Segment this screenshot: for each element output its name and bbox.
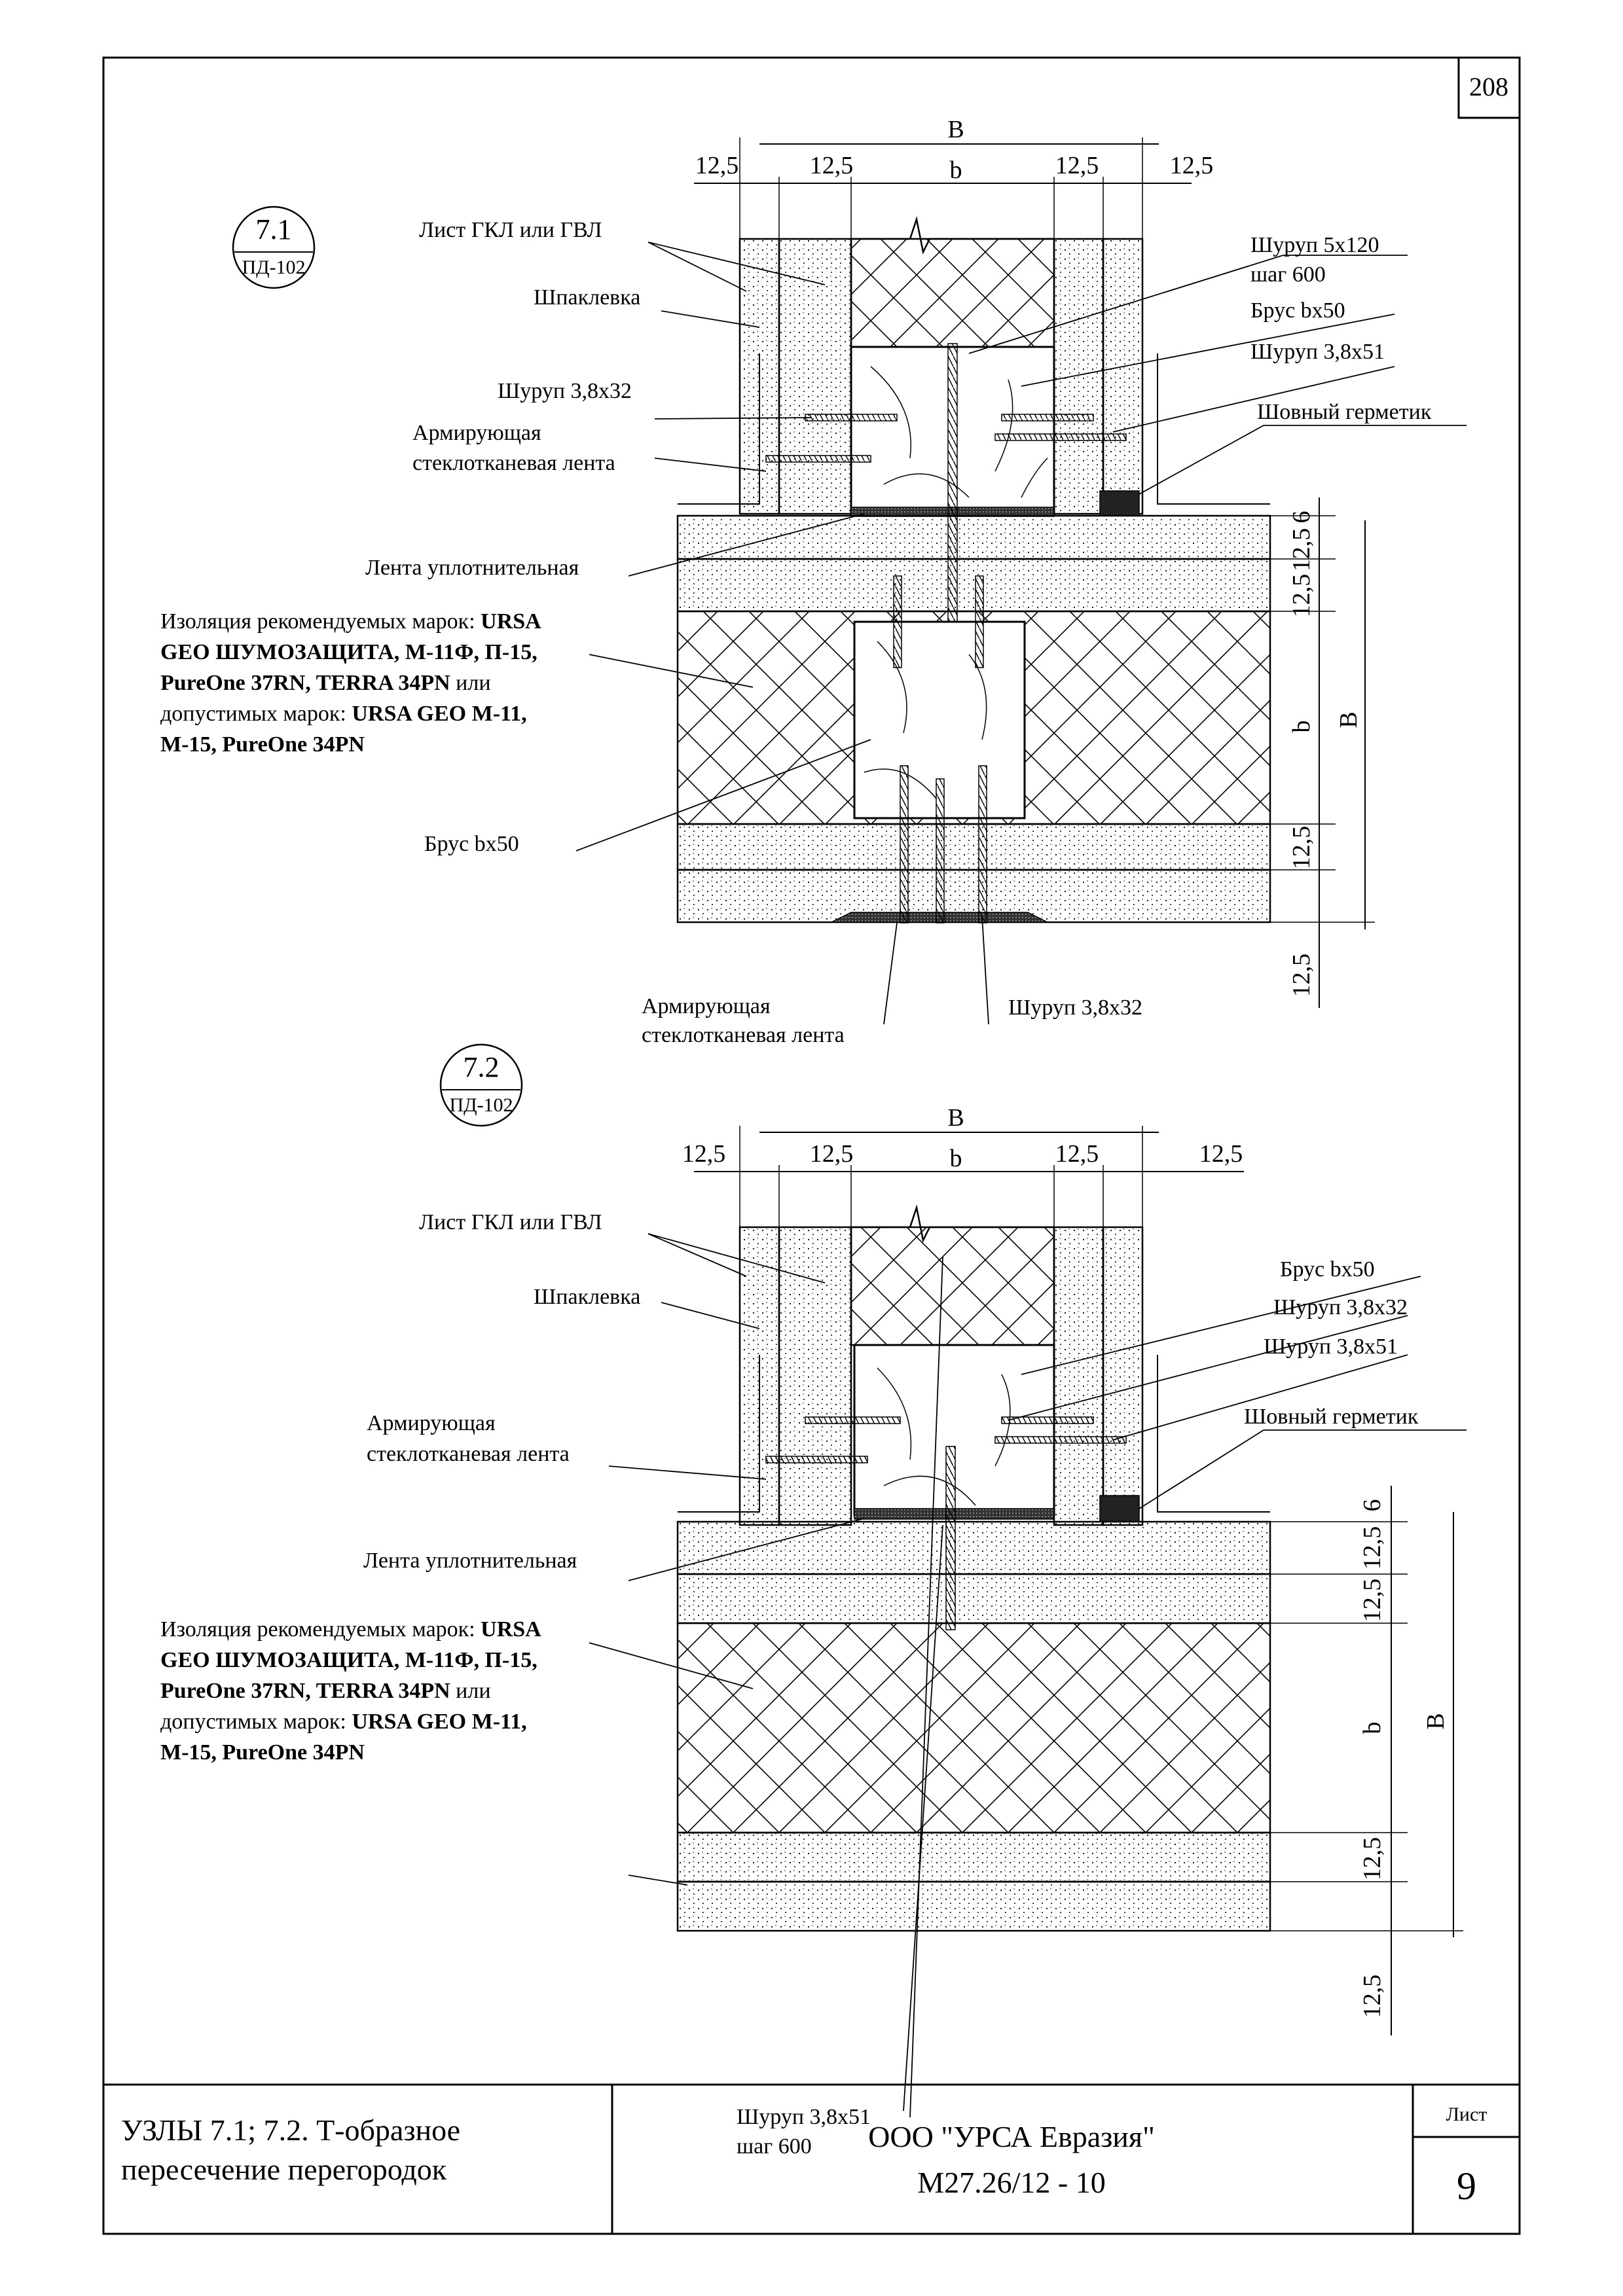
wall-insulation — [851, 239, 1054, 347]
dim-B-top: В — [947, 1104, 964, 1132]
label-seal-tape: Лента уплотнительная — [363, 1549, 577, 1573]
label-bottom-step: шаг 600 — [737, 2134, 812, 2159]
dim-12-5-c: 12,5 — [1055, 1140, 1099, 1168]
wall-insulation — [851, 1227, 1054, 1345]
screw-left-horizontal-2 — [766, 1456, 867, 1463]
label-seal-tape: Лента уплотнительная — [365, 556, 579, 580]
doc-code: М27.26/12 - 10 — [917, 2166, 1106, 2199]
label-tape-2: стеклотканевая лента — [367, 1442, 570, 1466]
screw-top-gap-2 — [976, 576, 983, 668]
label-insulation — [160, 609, 541, 757]
label-putty: Шпаклевка — [534, 1285, 641, 1309]
tag-7-1-number: 7.1 — [255, 213, 292, 245]
label-gkl: Лист ГКЛ или ГВЛ — [419, 218, 602, 242]
wall-right-outer-board — [1103, 239, 1142, 514]
label-screw-38x51: Шуруп 3,8х51 — [1264, 1335, 1398, 1359]
dim-12-5-b: 12,5 — [809, 1140, 854, 1168]
node-7-2 — [160, 1045, 1467, 2159]
dim-b-right: b — [1359, 1721, 1386, 1734]
svg-text:допустимых марок: URSA GEO М-1: допустимых марок: URSA GEO М-11, — [160, 702, 527, 726]
svg-text:GEO ШУМОЗАЩИТА, М-11Ф, П-15,: GEO ШУМОЗАЩИТА, М-11Ф, П-15, — [160, 1648, 538, 1672]
wall-right-inner-board — [1054, 1227, 1103, 1525]
tag-7-1-sheet: ПД-102 — [242, 257, 306, 278]
dim-12-5-r2: 12,5 — [1359, 1578, 1386, 1623]
dim-12-5-r4: 12,5 — [1359, 1974, 1386, 2018]
dim-12-5-a: 12,5 — [695, 152, 739, 179]
screw-right-horizontal — [1002, 414, 1093, 421]
label-tape-2: стеклотканевая лента — [412, 451, 615, 475]
h-wall-bottom-board-1 — [678, 824, 1270, 870]
top-dimensions — [682, 1104, 1244, 1227]
h-wall-top-board-2 — [678, 559, 1270, 611]
wall-left-inner-board — [779, 239, 851, 514]
dim-12-5-r4: 12,5 — [1288, 953, 1315, 997]
screw-left-horizontal — [805, 414, 897, 421]
label-gkl: Лист ГКЛ или ГВЛ — [419, 1210, 602, 1234]
label-sealant: Шовный герметик — [1257, 400, 1432, 424]
dim-12-5-d: 12,5 — [1169, 152, 1214, 179]
label-tape-1: Армирующая — [367, 1411, 496, 1435]
dim-B-right: В — [1422, 1713, 1450, 1730]
label-screw-38x32: Шуруп 3,8х32 — [1273, 1295, 1408, 1319]
svg-text:PureOne 37RN, TERRA 34PN или: PureOne 37RN, TERRA 34PN или — [160, 671, 491, 695]
sheet-label: Лист — [1446, 2104, 1487, 2125]
dim-b-top: b — [949, 156, 962, 184]
label-screw-38x51: Шуруп 3,8х51 — [1250, 340, 1385, 364]
screw-right-horizontal-2 — [995, 434, 1126, 440]
wall-right-inner-board — [1054, 239, 1103, 514]
right-dimensions — [1270, 1486, 1463, 2036]
label-screw-38x32-top: Шуруп 3,8х32 — [498, 379, 632, 403]
dim-12-5-c: 12,5 — [1055, 152, 1099, 179]
dim-B-right: В — [1335, 711, 1362, 728]
h-wall-insulation — [678, 1623, 1270, 1833]
svg-text:Изоляция рекомендуемых марок:: Изоляция рекомендуемых марок: URSA — [160, 609, 541, 634]
dim-12-5-r2: 12,5 — [1288, 573, 1315, 618]
sealant-block — [1100, 491, 1139, 516]
label-beam-right: Брус bх50 — [1250, 298, 1345, 323]
dim-12-5-d: 12,5 — [1199, 1140, 1243, 1168]
screw-bottom-3 — [979, 766, 987, 923]
dim-b-right: b — [1288, 720, 1315, 733]
label-bottom-tape-2: стеклотканевая лента — [642, 1023, 845, 1047]
svg-text:Изоляция рекомендуемых марок:: Изоляция рекомендуемых марок: URSA — [160, 1617, 541, 1641]
label-tape-1: Армирующая — [412, 421, 541, 445]
sealant-block — [1100, 1496, 1139, 1522]
dim-12-5-r1: 12,5 — [1359, 1526, 1386, 1570]
top-dimensions — [694, 116, 1213, 239]
tag-7-2-sheet: ПД-102 — [449, 1094, 513, 1116]
dim-B-top: В — [947, 116, 964, 143]
label-step-600: шаг 600 — [1250, 262, 1326, 287]
label-sealant: Шовный герметик — [1244, 1405, 1419, 1429]
dim-12-5-r1: 12,5 — [1288, 528, 1315, 572]
dim-6: 6 — [1288, 511, 1315, 524]
label-bottom-screw: Шуруп 3,8х51 — [737, 2105, 871, 2129]
title-line-1: УЗЛЫ 7.1; 7.2. Т-образное — [121, 2113, 461, 2147]
screw-left-horizontal-2 — [766, 456, 871, 462]
dim-12-5-r3: 12,5 — [1359, 1837, 1386, 1881]
label-beam-left: Брус bх50 — [424, 832, 519, 856]
label-putty: Шпаклевка — [534, 285, 641, 310]
h-wall-top-board-1 — [678, 1522, 1270, 1574]
h-wall-top-board-1 — [678, 516, 1270, 559]
company-name: ООО "УРСА Евразия" — [868, 2120, 1155, 2153]
title-line-2: пересечение перегородок — [121, 2153, 447, 2186]
sheet-number: 9 — [1457, 2164, 1476, 2208]
right-dimensions — [1270, 497, 1375, 1008]
label-bottom-screw: Шуруп 3,8х32 — [1008, 996, 1143, 1020]
h-wall-top-board-2 — [678, 1574, 1270, 1623]
h-wall-bottom-board-2 — [678, 1882, 1270, 1931]
screw-3-8x51-vertical — [946, 1446, 955, 1630]
screw-right-horizontal-2 — [995, 1437, 1126, 1443]
svg-text:допустимых марок: URSA GEO М-1: допустимых марок: URSA GEO М-11, — [160, 1710, 527, 1734]
h-wall-bottom-board-1 — [678, 1833, 1270, 1882]
label-bottom-tape-1: Армирующая — [642, 994, 771, 1018]
svg-text:PureOne 37RN, TERRA 34PN или: PureOne 37RN, TERRA 34PN или — [160, 1679, 491, 1703]
svg-text:М-15, PureOne 34PN: М-15, PureOne 34PN — [160, 1740, 365, 1765]
svg-text:М-15, PureOne 34PN: М-15, PureOne 34PN — [160, 732, 365, 757]
page-number: 208 — [1469, 72, 1508, 101]
screw-bottom-1 — [900, 766, 908, 923]
screw-left-horizontal — [805, 1417, 900, 1424]
dim-6: 6 — [1359, 1499, 1386, 1512]
label-insulation — [160, 1617, 541, 1765]
dim-12-5-r3: 12,5 — [1288, 825, 1315, 870]
wall-right-outer-board — [1103, 1227, 1142, 1525]
node-7-1 — [160, 116, 1467, 1047]
wall-left-inner-board — [779, 1227, 851, 1525]
dim-12-5-b: 12,5 — [809, 152, 854, 179]
label-beam-right: Брус bх50 — [1280, 1257, 1375, 1282]
screw-bottom-2 — [936, 779, 944, 923]
dim-b-top: b — [949, 1145, 962, 1172]
screw-top-gap-1 — [894, 576, 902, 668]
svg-text:GEO ШУМОЗАЩИТА, М-11Ф, П-15,: GEO ШУМОЗАЩИТА, М-11Ф, П-15, — [160, 640, 538, 664]
label-screw-5x120: Шуруп 5х120 — [1250, 233, 1379, 257]
dim-12-5-a: 12,5 — [682, 1140, 726, 1168]
tag-7-2-number: 7.2 — [463, 1051, 500, 1083]
